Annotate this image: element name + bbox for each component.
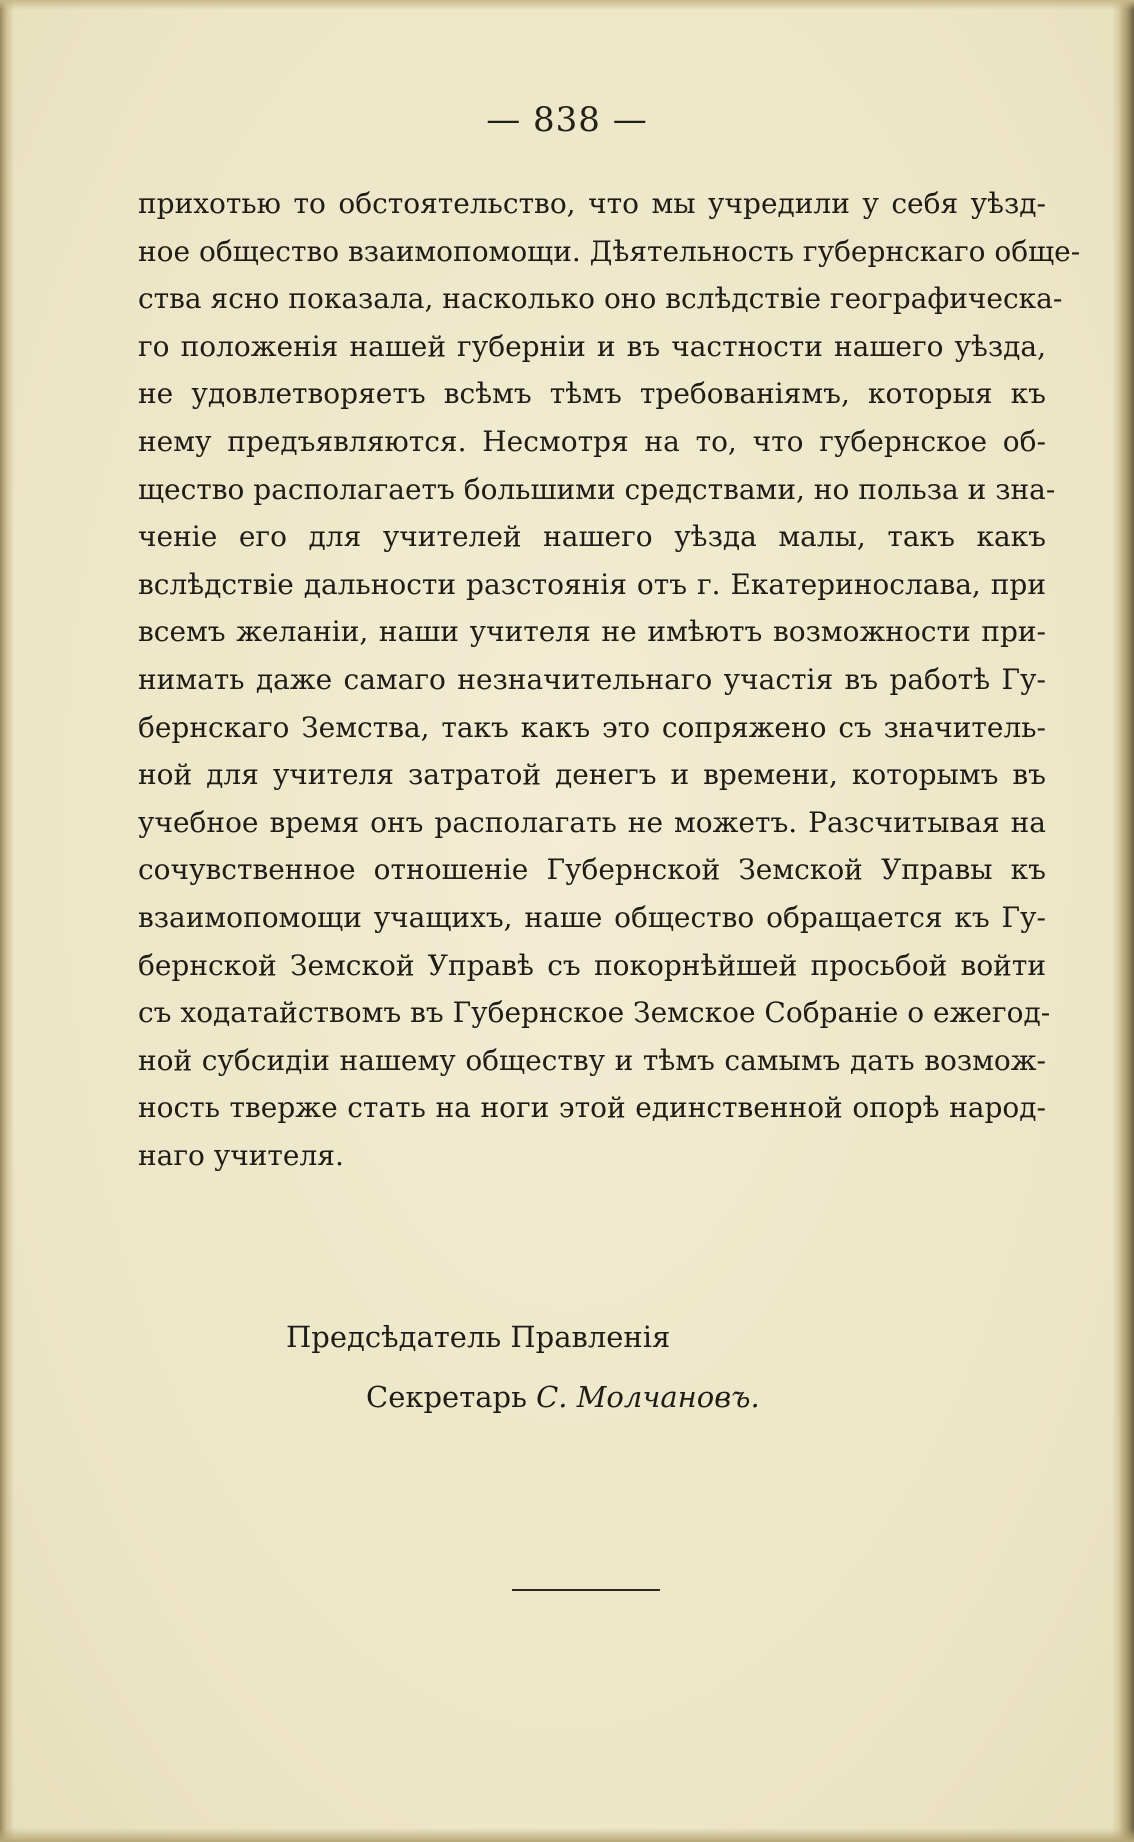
text-line: ченіе его для учителей нашего уѣзда малы, такъ какъ	[138, 520, 1046, 554]
secretary-signature-line	[366, 1380, 760, 1414]
page-edge-bottom	[0, 1828, 1134, 1842]
page-edge-left	[0, 0, 14, 1842]
text-line: бернской Земской Управѣ съ покорнѣйшей просьбой войти	[138, 948, 1046, 982]
body-paragraph	[138, 180, 1081, 1179]
text-line: ной субсидіи нашему обществу и тѣмъ самымъ дать возмож-	[138, 1043, 1046, 1077]
chairman-signature-line	[286, 1320, 670, 1354]
text-line: съ ходатайствомъ въ Губернское Земское Собраніе о ежегод-	[138, 996, 1051, 1030]
text-line: прихотью то обстоятельство, что мы учредили у себя уѣзд-	[138, 187, 1046, 220]
page-edge-right	[1112, 0, 1134, 1842]
text-line: всемъ желаніи, наши учителя не имѣютъ возможности при-	[138, 615, 1046, 649]
text-line: ной для учителя затратой денегъ и времени, которымъ въ	[138, 758, 1046, 792]
text-line: го положенія нашей губерніи и въ частности нашего уѣзда,	[138, 329, 1046, 363]
text-line: ность тверже стать на ноги этой единственной опорѣ народ-	[138, 1091, 1046, 1125]
text-line: взаимопомощи учащихъ, наше общество обращается къ Гу-	[138, 900, 1046, 934]
text-line: нему предъявляются. Несмотря на то, что губернское об-	[138, 424, 1046, 458]
page-number: — 838 —	[486, 100, 648, 140]
secretary-label: Секретарь	[366, 1380, 527, 1414]
page-edge-top	[0, 0, 1134, 10]
text-line: сочувственное отношеніе Губернской Земской Управы къ	[138, 853, 1046, 887]
text-line: щество располагаетъ большими средствами, но польза и зна-	[138, 472, 1056, 506]
chairman-label: Предсѣдатель Правленія	[286, 1320, 671, 1354]
closing-rule	[512, 1589, 660, 1591]
text-line: бернскаго Земства, такъ какъ это сопряжено съ значитель-	[138, 710, 1046, 744]
text-line: ное общество взаимопомощи. Дѣятельность губернскаго обще-	[138, 234, 1081, 268]
text-line: учебное время онъ располагать не можетъ. Разсчитывая на	[138, 805, 1046, 839]
secretary-name: С. Молчановъ.	[536, 1380, 760, 1414]
text-line: ства ясно показала, насколько оно вслѣдствіе географическа-	[138, 282, 1063, 316]
text-line: нимать даже самаго незначительнаго участія въ работѣ Гу-	[138, 662, 1046, 696]
text-line: вслѣдствіе дальности разстоянія отъ г. Екатеринослава, при	[138, 567, 1046, 601]
text-line: не удовлетворяетъ всѣмъ тѣмъ требованіямъ, которыя къ	[138, 377, 1046, 411]
text-line-last: наго учителя.	[138, 1138, 344, 1172]
